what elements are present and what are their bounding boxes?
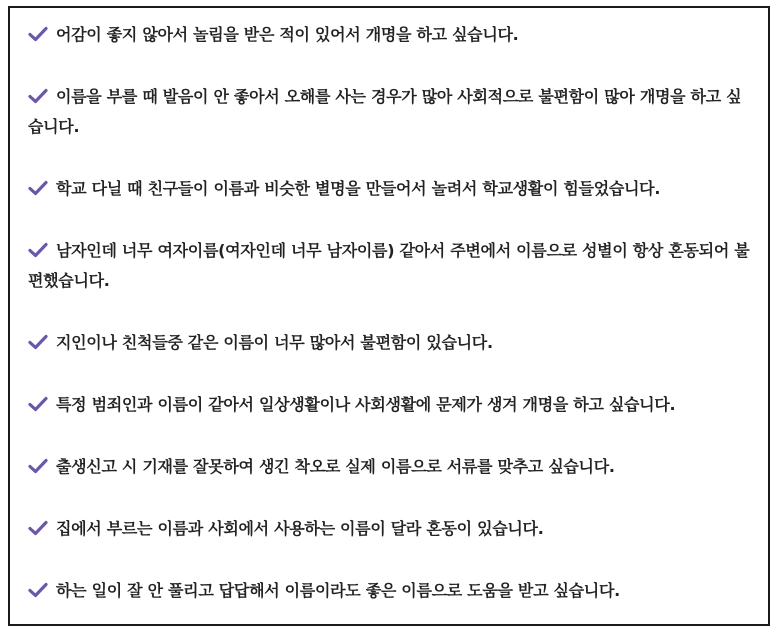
list-item-text: 어감이 좋지 않아서 놀림을 받은 적이 있어서 개명을 하고 싶습니다. xyxy=(56,25,519,44)
check-mark-icon xyxy=(28,26,48,42)
list-item-text: 학교 다닐 때 친구들이 이름과 비슷한 별명을 만들어서 놀려서 학교생활이 힘들었습니다. xyxy=(56,179,661,198)
list-item-text: 집에서 부르는 이름과 사회에서 사용하는 이름이 달라 혼동이 있습니다. xyxy=(56,519,544,538)
list-item-text: 이름을 부를 때 발음이 안 좋아서 오해를 사는 경우가 많아 사회적으로 불편함이 많아 개명을 하고 싶습니다. xyxy=(28,87,742,136)
list-item xyxy=(28,174,750,204)
check-mark-icon xyxy=(28,88,48,104)
check-mark-icon xyxy=(28,396,48,412)
list-item-text: 출생신고 시 기재를 잘못하여 생긴 착오로 실제 이름으로 서류를 맞추고 싶습니다. xyxy=(56,457,615,476)
list-item xyxy=(28,82,750,142)
list-item xyxy=(28,514,750,544)
reasons-panel xyxy=(8,6,770,626)
check-mark-icon xyxy=(28,334,48,350)
list-item-text: 남자인데 너무 여자이름(여자인데 너무 남자이름) 같아서 주변에서 이름으로 성별이 항상 혼동되어 불편했습니다. xyxy=(28,241,750,290)
check-mark-icon xyxy=(28,582,48,598)
list-item xyxy=(28,20,750,50)
check-mark-icon xyxy=(28,458,48,474)
reasons-list xyxy=(10,8,768,606)
list-item xyxy=(28,452,750,482)
list-item-text: 특정 범죄인과 이름이 같아서 일상생활이나 사회생활에 문제가 생겨 개명을 하고 싶습니다. xyxy=(56,395,676,414)
list-item xyxy=(28,576,750,606)
check-mark-icon xyxy=(28,242,48,258)
list-item xyxy=(28,390,750,420)
check-mark-icon xyxy=(28,520,48,536)
list-item xyxy=(28,328,750,358)
check-mark-icon xyxy=(28,180,48,196)
list-item-text: 하는 일이 잘 안 풀리고 답답해서 이름이라도 좋은 이름으로 도움을 받고 싶습니다. xyxy=(56,581,620,600)
list-item-text: 지인이나 친척들중 같은 이름이 너무 많아서 불편함이 있습니다. xyxy=(56,333,493,352)
list-item xyxy=(28,236,750,296)
